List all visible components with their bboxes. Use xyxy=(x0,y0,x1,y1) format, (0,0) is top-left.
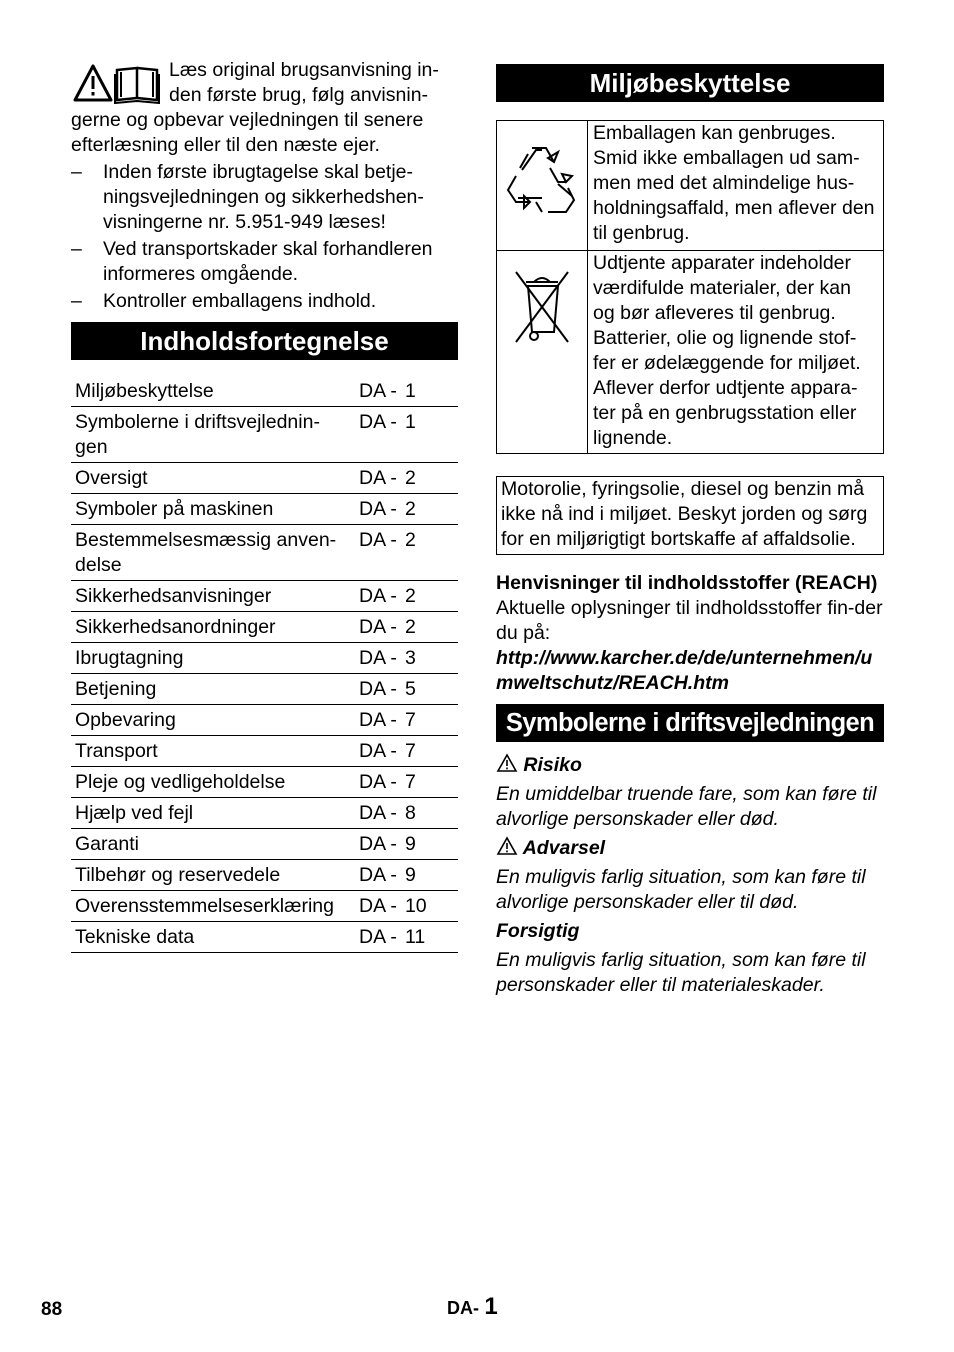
toc-row[interactable] xyxy=(71,829,458,860)
oil-note-box: Motorolie, fyringsolie, diesel og benzin må ikke nå ind i miljøet. Beskyt jorden og sørg for en miljørigtigt bortskaffe af affaldsolie. xyxy=(496,476,884,555)
section-prefix: DA- xyxy=(447,1298,479,1318)
toc-page: 2 xyxy=(397,612,458,643)
toc-prefix: DA - xyxy=(355,643,397,674)
toc-title: Symbolerne i driftsvejlednin-gen xyxy=(71,407,355,463)
toc-page: 7 xyxy=(397,736,458,767)
toc-prefix: DA - xyxy=(355,525,397,581)
toc-prefix: DA - xyxy=(355,376,397,407)
toc-page: 9 xyxy=(397,860,458,891)
toc-page: 1 xyxy=(397,407,458,463)
toc-row[interactable] xyxy=(71,674,458,705)
toc-title: Opbevaring xyxy=(71,705,355,736)
toc-prefix: DA - xyxy=(355,736,397,767)
toc-title: Garanti xyxy=(71,829,355,860)
toc-prefix: DA - xyxy=(355,767,397,798)
env-text-devices: Udtjente apparater indeholder værdifulde materialer, der kan og bør afleveres til genbrug. Batterier, olie og lignende stof-fer er ødelæggende for miljøet. Aflever derfor udtjente appara-ter på en genbrugsstation eller lignende. xyxy=(588,251,884,454)
toc-prefix: DA - xyxy=(355,705,397,736)
toc-row[interactable] xyxy=(71,376,458,407)
toc-prefix: DA - xyxy=(355,674,397,705)
toc-title: Tilbehør og reservedele xyxy=(71,860,355,891)
toc-page: 1 xyxy=(397,376,458,407)
toc-row[interactable] xyxy=(71,767,458,798)
toc-page: 2 xyxy=(397,525,458,581)
toc-prefix: DA - xyxy=(355,798,397,829)
intro-bullets xyxy=(71,160,458,314)
list-item: – Ved transportskader skal forhandleren informeres omgående. xyxy=(71,238,433,285)
toc-table xyxy=(71,376,458,953)
toc-prefix: DA - xyxy=(355,860,397,891)
toc-page: 7 xyxy=(397,705,458,736)
intro-icons xyxy=(73,64,161,108)
toc-title: Pleje og vedligeholdelse xyxy=(71,767,355,798)
recycling-icon xyxy=(502,136,582,226)
toc-title: Ibrugtagning xyxy=(71,643,355,674)
intro-text: Læs original brugsanvisning in-den første brug, følg anvisnin-gerne og opbevar vejledningen til senere efterlæsning eller til den næste ejer. xyxy=(71,59,439,156)
toc-row[interactable] xyxy=(71,494,458,525)
toc-page: 10 xyxy=(397,891,458,922)
toc-row[interactable] xyxy=(71,736,458,767)
toc-title: Overensstemmelseserklæring xyxy=(71,891,355,922)
toc-row[interactable] xyxy=(71,922,458,953)
warning-triangle-icon xyxy=(75,66,111,100)
env-text-recycle: Emballagen kan genbruges. Smid ikke emballagen ud sam-men med det almindelige hus-holdningsaffald, men aflever den til genbrug. xyxy=(588,121,884,251)
toc-title: Symboler på maskinen xyxy=(71,494,355,525)
toc-prefix: DA - xyxy=(355,829,397,860)
toc-prefix: DA - xyxy=(355,922,397,953)
symbol-label: Forsigtig xyxy=(496,920,580,942)
toc-row[interactable] xyxy=(71,525,458,581)
warning-triangle-icon xyxy=(496,753,518,773)
env-icon-cell xyxy=(497,251,588,454)
right-column xyxy=(496,64,884,998)
toc-prefix: DA - xyxy=(355,891,397,922)
warning-triangle-icon xyxy=(496,836,518,856)
toc-row[interactable] xyxy=(71,612,458,643)
toc-row[interactable] xyxy=(71,463,458,494)
toc-page: 7 xyxy=(397,767,458,798)
section-page: 1 xyxy=(484,1293,498,1320)
symbol-item-forsigtig xyxy=(496,919,884,998)
toc-title: Hjælp ved fejl xyxy=(71,798,355,829)
crossed-out-wheelie-bin-icon xyxy=(512,266,572,346)
manual-book-icon xyxy=(115,68,159,103)
toc-title: Betjening xyxy=(71,674,355,705)
page-number: 88 xyxy=(41,1299,63,1320)
table-row xyxy=(497,121,884,251)
list-item: – Inden første ibrugtagelse skal betje-ningsvejledningen og sikkerhedshen-visningerne nr. 5.951-949 læses! xyxy=(71,161,424,233)
toc-page: 2 xyxy=(397,581,458,612)
reach-heading: Henvisninger til indholdsstoffer (REACH) xyxy=(496,572,878,594)
reach-text: Aktuelle oplysninger til indholdsstoffer fin-der du på: xyxy=(496,597,883,644)
symbol-label: Advarsel xyxy=(522,837,606,859)
toc-row[interactable] xyxy=(71,891,458,922)
toc-prefix: DA - xyxy=(355,612,397,643)
reach-url-link[interactable]: http://www.karcher.de/de/unternehmen/umweltschutz/REACH.htm xyxy=(496,647,873,694)
toc-title: Oversigt xyxy=(71,463,355,494)
intro-block xyxy=(71,58,458,158)
toc-page: 8 xyxy=(397,798,458,829)
toc-page: 5 xyxy=(397,674,458,705)
symbol-description: En umiddelbar truende fare, som kan føre til alvorlige personskader eller død. xyxy=(496,783,877,830)
toc-prefix: DA - xyxy=(355,463,397,494)
toc-row[interactable] xyxy=(71,798,458,829)
toc-page: 9 xyxy=(397,829,458,860)
symbol-label: Risiko xyxy=(523,754,582,776)
toc-prefix: DA - xyxy=(355,494,397,525)
toc-page: 3 xyxy=(397,643,458,674)
toc-page: 2 xyxy=(397,494,458,525)
env-icon-cell xyxy=(497,121,588,251)
toc-heading: Indholdsfortegnelse xyxy=(71,322,458,360)
environment-table xyxy=(496,120,884,454)
symbol-item-advarsel xyxy=(496,836,884,915)
toc-row[interactable] xyxy=(71,643,458,674)
list-item: – Kontroller emballagens indhold. xyxy=(71,290,377,312)
toc-title: Tekniske data xyxy=(71,922,355,953)
toc-row[interactable] xyxy=(71,407,458,463)
symbol-description: En muligvis farlig situation, som kan føre til alvorlige personskader eller til død. xyxy=(496,866,866,913)
symbol-description: En muligvis farlig situation, som kan føre til personskader eller til materialeskader. xyxy=(496,949,866,996)
environment-heading: Miljøbeskyttelse xyxy=(496,64,884,102)
table-row xyxy=(497,251,884,454)
toc-page: 2 xyxy=(397,463,458,494)
toc-row[interactable] xyxy=(71,860,458,891)
toc-prefix: DA - xyxy=(355,581,397,612)
section-page-label xyxy=(447,1294,498,1321)
left-column xyxy=(71,58,458,953)
toc-title: Sikkerhedsanordninger xyxy=(71,612,355,643)
toc-page: 11 xyxy=(397,922,458,953)
toc-title: Transport xyxy=(71,736,355,767)
symbol-item-risiko xyxy=(496,753,884,832)
toc-row[interactable] xyxy=(71,581,458,612)
toc-row[interactable] xyxy=(71,705,458,736)
toc-title: Miljøbeskyttelse xyxy=(71,376,355,407)
toc-prefix: DA - xyxy=(355,407,397,463)
toc-title: Sikkerhedsanvisninger xyxy=(71,581,355,612)
symbols-heading: Symbolerne i driftsvejledningen xyxy=(496,704,884,742)
toc-title: Bestemmelsesmæssig anven-delse xyxy=(71,525,355,581)
